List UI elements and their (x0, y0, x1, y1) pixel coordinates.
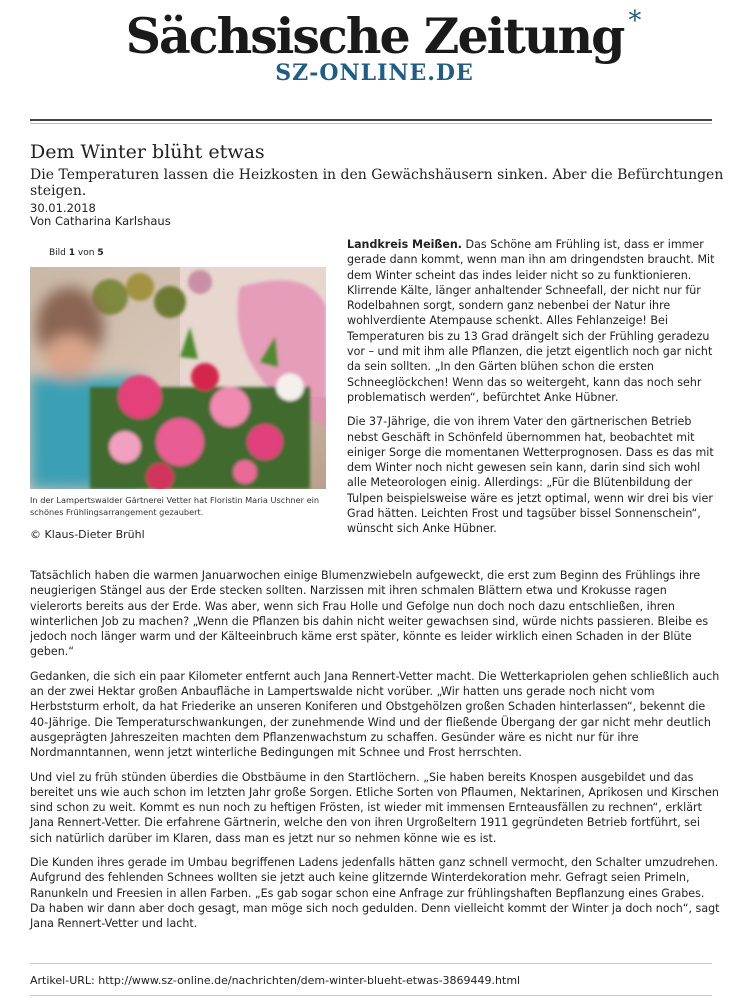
header-divider (30, 119, 712, 121)
intro-paragraph-2: Die 37-Jährige, die von ihrem Vater den gärtnerischen Betrieb nebst Geschäft in Schönfeld übernommen hat, beobachtet mit einiger Sorge die momentanen Wetterprognosen. Dass es das mit dem Winter noch nicht gewesen sein kann, darin sind sich wohl alle Meteorologen einig. Allerdings: „Für die Blütenbildung der Tulpen beispielsweise wäre es jetzt optimal, wenn wir drei bis vier Grad hätten. Leichten Frost und tagsüber bissel Sonnenschein“, wünscht sich Anke Hübner. (347, 415, 714, 536)
masthead (0, 8, 749, 86)
photo-caption: In der Lampertswalder Gärtnerei Vetter hat Floristin Maria Uschner ein schönes Frühlingsarrangement gezaubert. (30, 495, 320, 517)
image-counter-current: 1 (68, 248, 76, 258)
article-subheadline: Die Temperaturen lassen die Heizkosten in den Gewächshäusern sinken. Aber die Befürchtungen steigen. (30, 167, 724, 199)
masthead-logo[interactable] (125, 6, 640, 65)
article-url (30, 974, 520, 987)
masthead-subtitle[interactable]: SZ-ONLINE.DE (275, 60, 474, 86)
image-counter-sep: von (77, 248, 95, 258)
footer-divider-top (30, 963, 712, 964)
flower-arrangement-image (30, 267, 326, 489)
lead-paragraph (347, 237, 717, 405)
lead-text: Das Schöne am Frühling ist, dass er immer gerade dann kommt, wenn man ihn am dringendsten braucht. Mit dem Winter scheint das indes leider nicht so zu funktionieren. Klirrende Kälte, länger anhaltender Schneefall, der nicht nur für Rodelbahnen sorgt, sondern ganz nebenbei der Natur ihre wohlverdiente Atempause schenkt. Alles Fehlanzeige! Bei Temperaturen bis zu 13 Grad drängelt sich der Frühling geradezu vor – und mit ihm alle Pflanzen, die jetzt eigentlich noch gar nicht da sein sollten. „In den Gärten blühen schon die ersten Schneeglöckchen! Wenn das so weitergeht, kann das noch sehr problematisch werden“, befürchtet Anke Hübner. (347, 238, 715, 404)
masthead-title: Sächsische Zeitung (125, 7, 624, 65)
image-counter-total: 5 (97, 248, 104, 258)
article-date: 30.01.2018 (30, 201, 96, 215)
body-paragraph: Die Kunden ihres gerade im Umbau begriffenen Ladens jedenfalls hätten ganz schnell vermocht, den Schalter umzudrehen. Aufgrund des fehlenden Schnees wollten sie jetzt auch keine glitzernde Winterdekoration mehr. Gefragt seien Primeln, Ranunkeln und Freesien in allen Farben. „Es gab sogar schon eine Anfrage zur frühlingshaften Bepflanzung eines Grabes. Da haben wir dann aber doch gesagt, man möge sich noch gedulden. Denn vielleicht kommt der Winter ja doch noch“, sagt Jana Rennert-Vetter und lacht. (30, 856, 720, 931)
article-body (30, 568, 720, 941)
image-counter (49, 248, 104, 258)
article-photo[interactable] (30, 267, 326, 489)
article-url-label: Artikel-URL: (30, 974, 95, 987)
masthead-star: * (628, 6, 640, 36)
article-author: Von Catharina Karlshaus (30, 214, 171, 228)
body-paragraph: Und viel zu früh stünden überdies die Obstbäume in den Startlöchern. „Sie haben bereits Knospen ausgebildet und das bereitet uns wie auch schon im letzten Jahr große Sorgen. Etliche Sorten von Pflaumen, Nektarinen, Aprikosen und Kirschen sind schon zu weit. Kommt es nun noch zu heftigen Frösten, ist wieder mit immensen Ernteausfällen zu rechnen“, erklärt Jana Rennert-Vetter. Die erfahrene Gärtnerin, welche den von ihren Urgroßeltern 1911 gegründeten Betrieb fortführt, sei sich natürlich darüber im Klaren, dass man es jetzt nur so nehmen könne wie es ist. (30, 770, 719, 845)
header-divider-thin (30, 123, 712, 124)
lead-location: Landkreis Meißen. (347, 238, 463, 251)
article-url-link[interactable]: http://www.sz-online.de/nachrichten/dem-winter-blueht-etwas-3869449.html (98, 974, 521, 987)
image-counter-prefix: Bild (49, 248, 66, 258)
article-intro-column (347, 237, 717, 546)
body-paragraph: Gedanken, die sich ein paar Kilometer entfernt auch Jana Rennert-Vetter macht. Die Wetterkapriolen gehen schließlich auch an der zwei Hektar großen Anbaufläche in Lampertswalde nicht vorüber. „Wir hatten uns gerade noch nicht vom Herbststurm erholt, da hat Friederike an unseren Koniferen und Obstgehölzen großen Schaden hinterlassen“, bekennt die 40-Jährige. Die Temperaturschwankungen, der zunehmende Wind und der fließende Übergang der gar nicht mehr deutlich ausgeprägten Jahreszeiten machten dem Pflanzenwachstum zu schaffen. Gesünder wäre es nicht nur für ihre Nordmanntannen, wenn jetzt winterliche Bedingungen mit Schnee und Frost herrschten. (30, 669, 720, 760)
photo-credit: © Klaus-Dieter Brühl (30, 528, 145, 541)
footer-divider-bottom (30, 995, 712, 996)
body-paragraph: Tatsächlich haben die warmen Januarwochen einige Blumenzwiebeln aufgeweckt, die erst zum Beginn des Frühlings ihre neugierigen Stängel aus der Erde stecken sollten. Narzissen mit ihren schmalen Blättern etwa und Krokusse ragen vielerorts bereits aus der Erde. Was aber, wenn sich Frau Holle und Gefolge nun doch noch dazu entschließen, ihren winterlichen Job zu machen? „Wenn die Pflanzen bis dahin nicht weiter gewachsen sind, würde nichts passieren. Bleibe es jedoch noch länger warm und der Kälteeinbruch käme erst später, könnte es leider wirklich einen Schaden in der Blüte geben.“ (30, 569, 709, 659)
article-headline: Dem Winter blüht etwas (30, 141, 265, 163)
